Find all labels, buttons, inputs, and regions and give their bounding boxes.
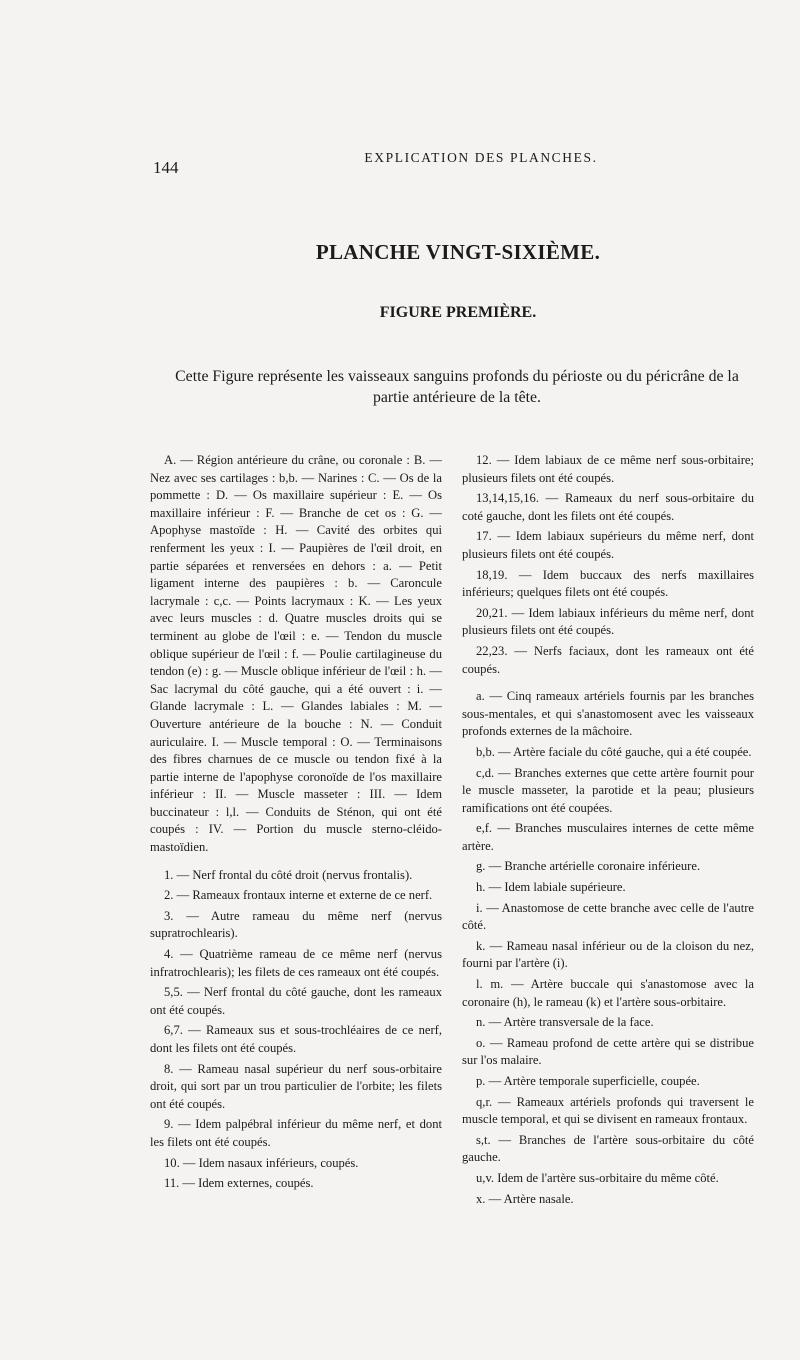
left-column xyxy=(150,452,442,1196)
plate-title: PLANCHE VINGT-SIXIÈME. xyxy=(315,240,601,264)
legend-item: 8. — Rameau nasal supérieur du nerf sous-orbitaire droit, qui sort par un trou particulier de l'orbite; les filets ont été coupés. xyxy=(150,1061,442,1111)
legend-item: 12. — Idem labiaux de ce même nerf sous-orbitaire; plusieurs filets ont été coupés. xyxy=(462,453,754,485)
legend-item: q,r. — Rameaux artériels profonds qui traversent le muscle temporal, et qui se divisent en rameaux frontaux. xyxy=(462,1094,754,1127)
figure-title: FIGURE PREMIÈRE. xyxy=(379,304,537,321)
legend-item: 22,23. — Nerfs faciaux, dont les rameaux ont été coupés. xyxy=(462,643,754,676)
legend-item: b,b. — Artère faciale du côté gauche, qui a été coupée. xyxy=(476,744,752,759)
legend-item: 5,5. — Nerf frontal du côté gauche, dont les rameaux ont été coupés. xyxy=(150,985,442,1017)
legend-item: 10. — Idem nasaux inférieurs, coupés. xyxy=(164,1155,359,1170)
legend-paragraph: A. — Région antérieure du crâne, ou coronale : B. — Nez avec ses cartilages : b,b. — Narines : C. — Os de la pommette : D. — Os maxillaire supérieur : E. — Os maxillaire inférieur : F. — Branche de cet os : G. — Apophyse mastoïde : H. — Cavité des orbites qui renferment les yeux : I. — Paupières de l'œil droit, en partie séparées et renversées en dehors : a. — Petit ligament interne des paupières : b. — Caroncule lacrymale : c,c. — Points lacrymaux : K. — Les yeux avec leurs muscles : d. Quatre muscles droits qui se terminent au globe de l'œil : e. — Tendon du muscle oblique supérieur de l'œil : f. — Poulie cartilagineuse du tendon (e) : g. — Muscle oblique inférieur de l'œil : h. — Sac lacrymal du côté gauche, qui a été ouvert : i. — Glande lacrymale : L. — Glandes labiales : M. — Ouverture antérieure de la bouche : N. — Conduit auriculaire. I. — Muscle temporal : O. — Terminaisons des fibres charnues de ce muscle ou tendon fixé à la partie interne de l'apophyse coronoïde de l'os maxillaire inférieur : II. — Muscle masseter : III. — Idem buccinateur : l,l. — Conduits de Sténon, qui ont été coupés : IV. — Portion du muscle sterno-cléido-mastoïdien. xyxy=(150,453,442,855)
legend-item: x. — Artère nasale. xyxy=(476,1191,574,1206)
legend-item: 13,14,15,16. — Rameaux du nerf sous-orbitaire du coté gauche, dont les filets ont été coupés. xyxy=(462,491,754,523)
legend-item: 20,21. — Idem labiaux inférieurs du même nerf, dont plusieurs filets ont été coupés. xyxy=(462,605,754,638)
running-title: EXPLICATION DES PLANCHES. xyxy=(364,150,598,165)
legend-item: s,t. — Branches de l'artère sous-orbitaire du côté gauche. xyxy=(462,1132,754,1165)
legend-item: u,v. Idem de l'artère sus-orbitaire du même côté. xyxy=(476,1170,719,1185)
legend-item: n. — Artère transversale de la face. xyxy=(476,1015,654,1030)
legend-item: h. — Idem labiale supérieure. xyxy=(476,880,626,895)
legend-item: 2. — Rameaux frontaux interne et externe de ce nerf. xyxy=(164,888,433,903)
legend-item: 9. — Idem palpébral inférieur du même nerf, et dont les filets ont été coupés. xyxy=(150,1117,442,1149)
legend-item: 1. — Nerf frontal du côté droit (nervus frontalis). xyxy=(164,867,413,882)
legend-item: c,d. — Branches externes que cette artère fournit pour le muscle masseter, la parotide et la peau; plusieurs ramifications ont été coupées. xyxy=(462,765,754,815)
legend-item: o. — Rameau profond de cette artère qui se distribue sur l'os malaire. xyxy=(462,1035,754,1068)
legend-item: 4. — Quatrième rameau de ce même nerf (nervus infratrochlearis); les filets de ces rameaux ont été coupés. xyxy=(150,947,442,979)
legend-item: 6,7. — Rameaux sus et sous-trochléaires de ce nerf, dont les filets ont été coupés. xyxy=(150,1023,442,1055)
figure-intro: Cette Figure représente les vaisseaux sanguins profonds du périoste ou du péricrâne de la partie antérieure de la tête. xyxy=(175,368,739,406)
legend-item: g. — Branche artérielle coronaire inférieure. xyxy=(476,859,701,874)
legend-item: 17. — Idem labiaux supérieurs du même nerf, dont plusieurs filets ont été coupés. xyxy=(462,529,754,561)
legend-item: 18,19. — Idem buccaux des nerfs maxillaires inférieurs; quelques filets ont été coupés. xyxy=(462,567,754,600)
right-column xyxy=(462,452,754,1211)
legend-item: i. — Anastomose de cette branche avec celle de l'autre côté. xyxy=(462,900,754,933)
legend-item: 11. — Idem externes, coupés. xyxy=(164,1176,314,1191)
legend-item: l. m. — Artère buccale qui s'anastomose avec la coronaire (h), le rameau (k) et l'artère sous-orbitaire. xyxy=(462,977,754,1009)
legend-item: 3. — Autre rameau du même nerf (nervus supratrochlearis). xyxy=(150,908,442,941)
legend-item: p. — Artère temporale superficielle, coupée. xyxy=(476,1074,700,1088)
page-number: 144 xyxy=(153,158,179,177)
legend-item: k. — Rameau nasal inférieur ou de la cloison du nez, fourni par l'artère (i). xyxy=(462,938,754,971)
legend-item: a. — Cinq rameaux artériels fournis par les branches sous-mentales, et qui s'anastomosent avec les vaisseaux profonds externes de la mâchoire. xyxy=(462,689,754,739)
legend-item: e,f. — Branches musculaires internes de cette même artère. xyxy=(462,821,754,853)
